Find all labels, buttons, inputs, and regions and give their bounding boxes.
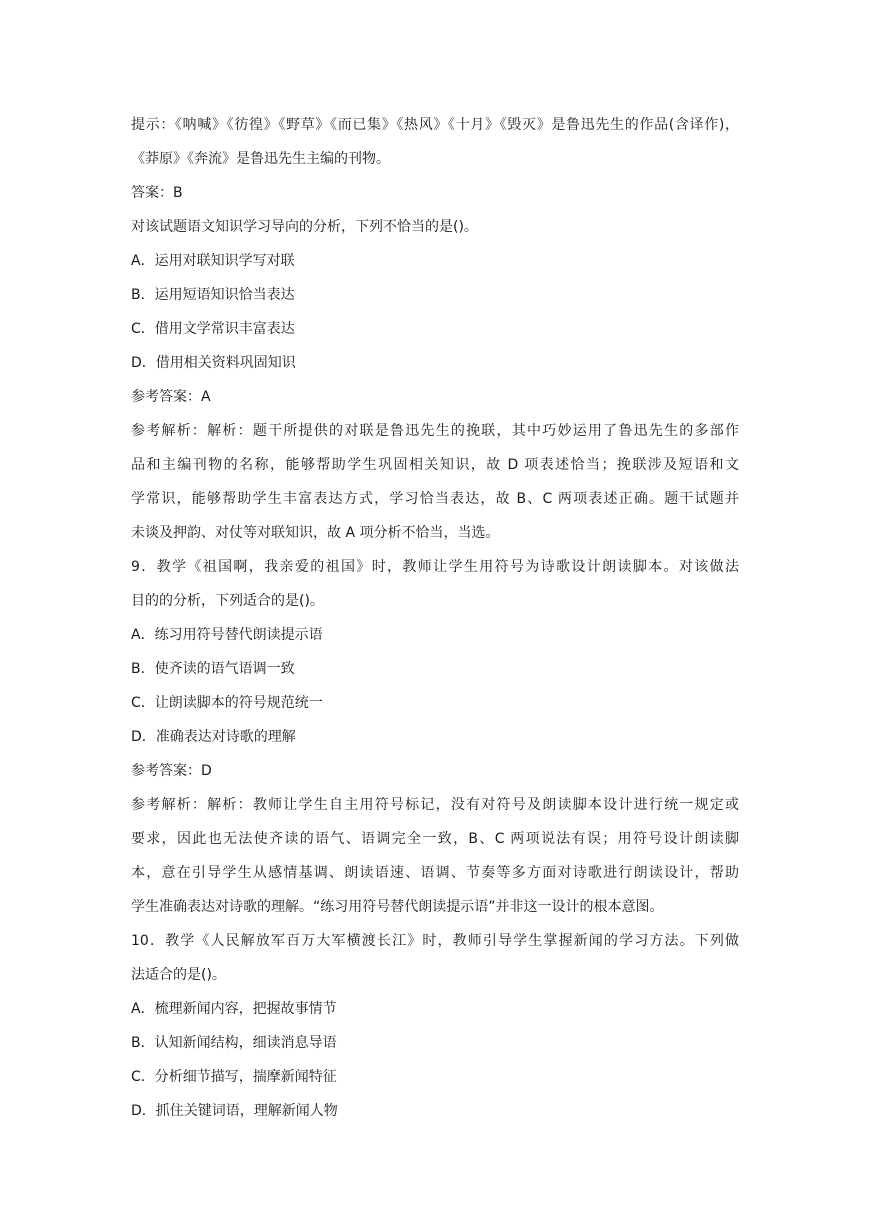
q10-stem-line-2: 法适合的是()。: [131, 967, 226, 983]
q8-analysis-line-2: 品和主编刊物的名称，能够帮助学生巩固相关知识，故 D 项表述恰当；挽联涉及短语和文: [131, 457, 739, 473]
q8-answer: 参考答案：A: [131, 389, 211, 405]
q10-option-d: D．抓住关键词语，理解新闻人物: [131, 1103, 338, 1119]
q9-stem-line-2: 目的的分析，下列适合的是()。: [131, 593, 324, 609]
q9-analysis-line-1: 参考解析：解析：教师让学生自主用符号标记，没有对符号及朗读脚本设计进行统一规定或: [131, 797, 739, 813]
q9-stem-line-1: 9．教学《祖国啊，我亲爱的祖国》时，教师让学生用符号为诗歌设计朗读脚本。对该做法: [131, 559, 739, 575]
q9-option-a: A．练习用符号替代朗读提示语: [131, 627, 323, 643]
hint-line-2: 《莽原》《奔流》是鲁迅先生主编的刊物。: [131, 151, 390, 167]
q8-analysis-line-1: 参考解析：解析：题干所提供的对联是鲁迅先生的挽联，其中巧妙运用了鲁迅先生的多部作: [131, 423, 739, 439]
q9-option-d: D．准确表达对诗歌的理解: [131, 729, 296, 745]
q10-option-b: B．认知新闻结构，细读消息导语: [131, 1035, 337, 1051]
q8-option-a: A．运用对联知识学写对联: [131, 253, 295, 269]
document-page: [131, 108, 739, 1128]
q9-option-b: B．使齐读的语气语调一致: [131, 661, 295, 677]
q9-analysis-line-2: 要求，因此也无法使齐读的语气、语调完全一致，B、C 两项说法有误；用符号设计朗读脚: [131, 831, 739, 847]
q10-option-a: A．梳理新闻内容，把握故事情节: [131, 1001, 337, 1017]
q8-stem: 对该试题语文知识学习导向的分析，下列不恰当的是()。: [131, 219, 478, 235]
q10-stem-line-1: 10．教学《人民解放军百万大军横渡长江》时，教师引导学生掌握新闻的学习方法。下列做: [131, 933, 739, 949]
q9-analysis-line-4: 学生准确表达对诗歌的理解。“练习用符号替代朗读提示语”并非这一设计的根本意图。: [131, 899, 664, 915]
q9-answer: 参考答案：D: [131, 763, 212, 779]
previous-answer: 答案：B: [131, 185, 183, 201]
hint-line-1: 提示：《呐喊》《彷徨》《野草》《而已集》《热风》《十月》《毁灭》是鲁迅先生的作品(含译作)，: [131, 117, 739, 133]
q9-analysis-line-3: 本，意在引导学生从感情基调、朗读语速、语调、节奏等多方面对诗歌进行朗读设计，帮助: [131, 865, 739, 881]
q8-option-d: D．借用相关资料巩固知识: [131, 355, 296, 371]
q10-option-c: C．分析细节描写，揣摩新闻特征: [131, 1069, 337, 1085]
q8-option-c: C．借用文学常识丰富表达: [131, 321, 295, 337]
q8-analysis-line-3: 学常识，能够帮助学生丰富表达方式，学习恰当表达，故 B、C 两项表述正确。题干试题并: [131, 491, 739, 507]
q9-option-c: C．让朗读脚本的符号规范统一: [131, 695, 323, 711]
q8-analysis-line-4: 未谈及押韵、对仗等对联知识，故 A 项分析不恰当，当选。: [131, 525, 500, 541]
q8-option-b: B．运用短语知识恰当表达: [131, 287, 295, 303]
